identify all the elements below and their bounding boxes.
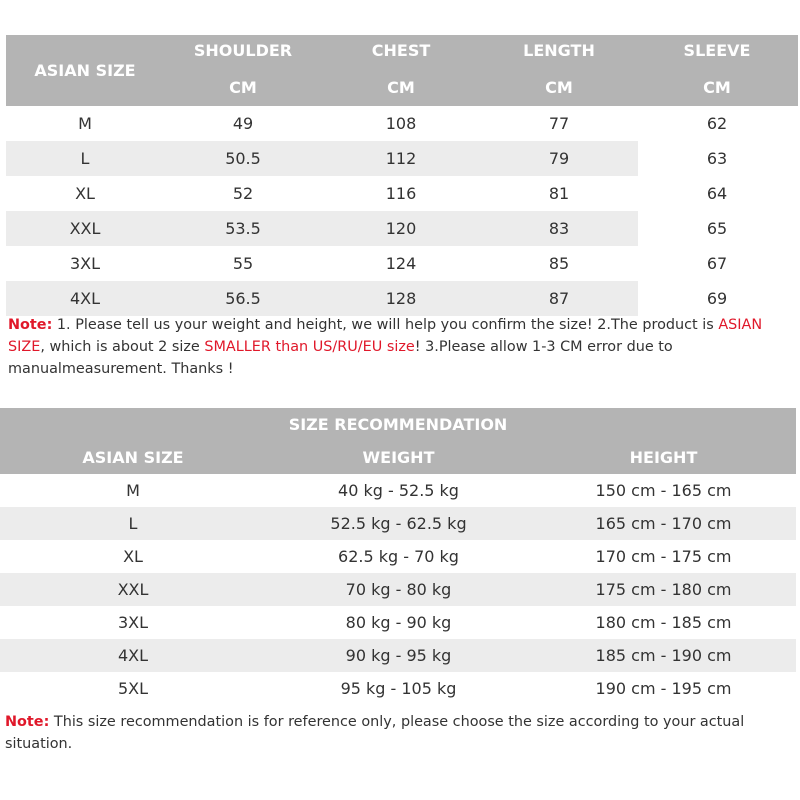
cell-height: 165 cm - 170 cm <box>595 514 732 533</box>
cell-weight: 90 kg - 95 kg <box>345 646 452 665</box>
note2-label: Note: <box>5 714 50 730</box>
header-asian-size-2: ASIAN SIZE <box>82 448 184 467</box>
cell-size: XXL <box>69 219 101 238</box>
cell-size: 3XL <box>117 613 149 632</box>
cell-size: M <box>126 481 140 500</box>
table-row <box>0 474 796 507</box>
size-chart-header <box>6 35 798 106</box>
cell-size: L <box>128 514 138 533</box>
cell-shoulder: 49 <box>232 114 254 133</box>
table-row <box>6 106 798 141</box>
cell-size: L <box>80 149 90 168</box>
table-row <box>0 573 796 606</box>
cell-size: XL <box>75 184 95 203</box>
table-row <box>6 281 798 316</box>
unit-shoulder: CM <box>229 78 257 97</box>
table-row <box>6 176 798 211</box>
cell-size: 4XL <box>117 646 149 665</box>
header-sleeve: SLEEVE <box>683 41 751 60</box>
cell-chest: 108 <box>385 114 417 133</box>
note2-text: This size recommendation is for reference only, please choose the size according to your actual situation. <box>5 714 745 752</box>
cell-height: 190 cm - 195 cm <box>595 679 732 698</box>
cell-size: 3XL <box>69 254 101 273</box>
recommendation-header <box>0 408 796 474</box>
cell-weight: 95 kg - 105 kg <box>340 679 457 698</box>
cell-chest: 120 <box>385 219 417 238</box>
table-row <box>6 141 798 176</box>
cell-length: 83 <box>548 219 570 238</box>
cell-sleeve: 67 <box>706 254 728 273</box>
cell-size: M <box>78 114 92 133</box>
header-asian-size: ASIAN SIZE <box>34 61 136 80</box>
unit-chest: CM <box>387 78 415 97</box>
cell-size: XL <box>123 547 143 566</box>
cell-height: 175 cm - 180 cm <box>595 580 732 599</box>
table-row <box>6 211 798 246</box>
note-highlight-asian-size: ASIAN SIZE <box>8 317 763 355</box>
cell-length: 79 <box>548 149 570 168</box>
cell-sleeve: 62 <box>706 114 728 133</box>
size-recommendation-table <box>0 408 796 705</box>
note-text-1: 1. Please tell us your weight and height, we will help you confirm the size! 2.The product is <box>52 317 719 333</box>
header-shoulder: SHOULDER <box>193 41 293 60</box>
size-note <box>8 314 794 380</box>
cell-height: 170 cm - 175 cm <box>595 547 732 566</box>
unit-length: CM <box>545 78 573 97</box>
cell-height: 185 cm - 190 cm <box>595 646 732 665</box>
cell-shoulder: 53.5 <box>225 219 261 238</box>
cell-shoulder: 52 <box>232 184 254 203</box>
table-row <box>0 672 796 705</box>
cell-height: 180 cm - 185 cm <box>595 613 732 632</box>
unit-sleeve: CM <box>703 78 731 97</box>
cell-length: 77 <box>548 114 570 133</box>
table-row <box>0 507 796 540</box>
cell-chest: 116 <box>385 184 417 203</box>
cell-weight: 52.5 kg - 62.5 kg <box>330 514 467 533</box>
cell-weight: 70 kg - 80 kg <box>345 580 452 599</box>
header-chest: CHEST <box>371 41 431 60</box>
cell-size: 4XL <box>69 289 101 308</box>
cell-shoulder: 55 <box>232 254 254 273</box>
table-row <box>0 606 796 639</box>
header-length: LENGTH <box>523 41 595 60</box>
cell-sleeve: 65 <box>706 219 728 238</box>
cell-height: 150 cm - 165 cm <box>595 481 732 500</box>
cell-weight: 62.5 kg - 70 kg <box>338 547 459 566</box>
cell-sleeve: 63 <box>706 149 728 168</box>
cell-length: 85 <box>548 254 570 273</box>
note-text-2: , which is about 2 size <box>40 339 205 355</box>
size-chart-body <box>6 106 798 316</box>
cell-length: 81 <box>548 184 570 203</box>
cell-size: XXL <box>117 580 149 599</box>
cell-shoulder: 50.5 <box>225 149 261 168</box>
recommendation-title: SIZE RECOMMENDATION <box>288 415 508 434</box>
header-weight: WEIGHT <box>362 448 435 467</box>
note-label: Note: <box>8 317 53 333</box>
cell-chest: 128 <box>385 289 417 308</box>
cell-chest: 112 <box>385 149 417 168</box>
table-row <box>0 540 796 573</box>
recommendation-body <box>0 474 796 705</box>
cell-size: 5XL <box>117 679 149 698</box>
table-row <box>0 639 796 672</box>
cell-chest: 124 <box>385 254 417 273</box>
cell-length: 87 <box>548 289 570 308</box>
header-height: HEIGHT <box>629 448 698 467</box>
note-text-3: ! 3.Please allow 1-3 CM error due to manualmeasurement. Thanks ! <box>8 339 673 377</box>
size-chart-table <box>6 35 798 316</box>
cell-shoulder: 56.5 <box>225 289 261 308</box>
cell-sleeve: 64 <box>706 184 728 203</box>
cell-weight: 80 kg - 90 kg <box>345 613 452 632</box>
table-row <box>6 246 798 281</box>
cell-sleeve: 69 <box>706 289 728 308</box>
note-highlight-smaller: SMALLER than US/RU/EU size <box>204 339 415 355</box>
recommendation-note <box>5 711 795 755</box>
cell-weight: 40 kg - 52.5 kg <box>338 481 459 500</box>
